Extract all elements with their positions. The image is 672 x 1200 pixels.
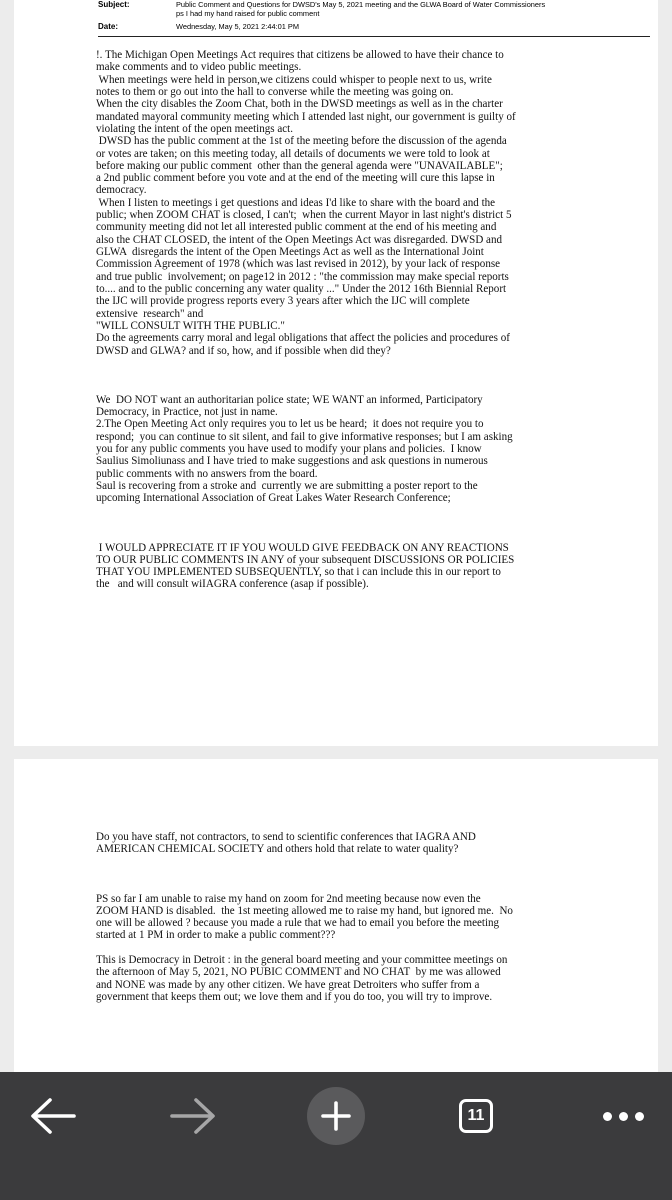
email-header	[98, 0, 650, 37]
body-text-line: When I listen to meetings i get questions and ideas I'd like to share with the board and the	[96, 196, 496, 209]
body-text-line: GLWA disregards the intent of the Open Meetings Act as well as the International Joint	[96, 246, 484, 258]
body-text-line	[96, 880, 648, 892]
body-text-line	[96, 868, 648, 880]
body-text-line: 2.The Open Meeting Act only requires you to let us be heard; it does not require you to	[96, 418, 484, 431]
document-page-1	[14, 0, 658, 746]
more-dots-icon	[603, 1112, 644, 1121]
document-page-2	[14, 759, 658, 1079]
body-text-line	[96, 942, 648, 954]
body-text-line: DWSD and GLWA? and if so, how, and if possible when did they?	[96, 344, 391, 357]
email-body-page-2	[96, 794, 648, 1003]
body-text-line: TO OUR PUBLIC COMMENTS IN ANY of your subsequent DISCUSSIONS OR POLICIES	[96, 553, 515, 566]
tab-count-badge: 11	[459, 1099, 493, 1133]
body-text-line: a 2nd public comment before you vote and at the end of the meeting will cure this lapse in	[96, 172, 495, 185]
body-text-line: DWSD has the public comment at the 1st of the meeting before the discussion of the agenda	[96, 135, 507, 148]
body-text-line: AMERICAN CHEMICAL SOCIETY and others hold that relate to water quality?	[96, 843, 459, 856]
body-text-line: Do the agreements carry moral and legal obligations that affect the policies and procedures of	[96, 332, 510, 345]
email-body-page-1	[96, 49, 648, 591]
body-text-line: I WOULD APPRECIATE IT IF YOU WOULD GIVE FEEDBACK ON ANY REACTIONS	[96, 541, 509, 554]
body-text-line: When the city disables the Zoom Chat, both in the DWSD meetings as well as in the charter	[96, 98, 503, 111]
body-text-line: government that keeps them out; we love them and if you do too, you will try to improve.	[96, 991, 493, 1003]
subject-value: Public Comment and Questions for DWSD's May 5, 2021 meeting and the GLWA Board of Water Commissioners ps I had my hand raised for public comment	[176, 0, 546, 19]
more-menu-button[interactable]	[588, 1084, 658, 1148]
body-text-line	[96, 856, 648, 868]
body-text-line: Saul is recovering from a stroke and currently we are submitting a poster report to the	[96, 479, 478, 492]
body-text-line: extensive research" and	[96, 307, 204, 320]
body-text-line	[96, 369, 648, 381]
body-text-line: !. The Michigan Open Meetings Act requires that citizens be allowed to have their chance to	[96, 49, 504, 61]
body-text-line	[96, 794, 648, 806]
body-text-line: you for any public comments you have used to modify your plans and policies. I know	[96, 443, 482, 455]
body-text-line	[96, 529, 648, 541]
date-value: Wednesday, May 5, 2021 2:44:01 PM	[176, 22, 299, 31]
body-text-line: Democracy, in Practice, not just in name.	[96, 406, 278, 419]
body-text-line	[96, 819, 648, 831]
body-text-line: When meetings were held in person,we citizens could whisper to people next to us, write	[96, 73, 492, 86]
body-text-line: also the CHAT CLOSED, the intent of the Open Meetings Act was disregarded. DWSD and	[96, 233, 503, 246]
body-text-line: Saulius Simoliunass and I have tried to make suggestions and ask questions in numerous	[96, 455, 488, 468]
body-text-line: mandated mayoral community meeting which I attended last night, our government is guilty of	[96, 110, 516, 123]
body-text-line: the afternoon of May 5, 2021, NO PUBIC COMMENT and NO CHAT by me was allowed	[96, 966, 501, 979]
subject-label: Subject:	[98, 0, 130, 9]
forward-button[interactable]	[160, 1084, 226, 1148]
body-text-line: community meeting did not let all interested public comment at the end of his meeting and	[96, 221, 497, 234]
body-text-line: ZOOM HAND is disabled. the 1st meeting allowed me to raise my hand, but ignored me. No	[96, 904, 513, 917]
body-text-line	[96, 505, 648, 517]
body-text-line: make comments and to video public meetings.	[96, 61, 302, 74]
back-button[interactable]	[20, 1084, 86, 1148]
browser-toolbar	[0, 1072, 672, 1200]
body-text-line: Commission Agreement of 1978 (which was last revised in 2012), by your lack of response	[96, 258, 501, 271]
body-text-line: We DO NOT want an authoritarian police state; WE WANT an informed, Participatory	[96, 393, 483, 406]
body-text-line	[96, 517, 648, 529]
new-tab-circle	[307, 1087, 365, 1145]
tab-switcher-button[interactable]	[452, 1084, 500, 1148]
body-text-line: and true public involvement; on page12 in 2012 : "the commission may make special reports	[96, 270, 509, 283]
body-text-line: to.... and to the public concerning any water quality ..." Under the 2012 16th Biennial Report	[96, 282, 507, 295]
body-text-line: one will be allowed ? because you made a rule that we had to email you before the meeting	[96, 917, 500, 930]
body-text-line: notes to them or go out into the hall to converse while the meeting was going on.	[96, 85, 454, 98]
plus-icon	[320, 1100, 352, 1132]
body-text-line: started at 1 PM in order to make a public comment???	[96, 929, 336, 942]
arrow-right-icon	[170, 1098, 216, 1134]
body-text-line: the IJC will provide progress reports every 3 years after which the IJC will complete	[96, 295, 470, 308]
body-text-line: before making our public comment other than the general agenda were "UNAVAILABLE";	[96, 159, 503, 172]
body-text-line: public; when ZOOM CHAT is closed, I can't; when the current Mayor in last night's district 5	[96, 209, 512, 222]
body-text-line: This is Democracy in Detroit : in the general board meeting and your committee meetings on	[96, 954, 508, 967]
body-text-line: or votes are taken; on this meeting today, all details of documents we were told to look at	[96, 147, 490, 160]
body-text-line: the and will consult wiIAGRA conference (asap if possible).	[96, 578, 369, 591]
body-text-line: public comments with no answers from the board.	[96, 467, 318, 480]
arrow-left-icon	[30, 1098, 76, 1134]
body-text-line: democracy.	[96, 184, 147, 197]
body-text-line: and NONE was made by any other citizen. We have great Detroiters who suffer from a	[96, 978, 480, 991]
body-text-line: Do you have staff, not contractors, to send to scientific conferences that IAGRA AND	[96, 830, 476, 843]
body-text-line: respond; you can continue to sit silent, and fail to give informative responses; but I am asking	[96, 430, 513, 443]
body-text-line: violating the intent of the open meetings act.	[96, 122, 293, 135]
body-text-line	[96, 381, 648, 393]
body-text-line	[96, 357, 648, 369]
new-tab-button[interactable]	[306, 1084, 366, 1148]
body-text-line: "WILL CONSULT WITH THE PUBLIC."	[96, 319, 285, 332]
body-text-line: THAT YOU IMPLEMENTED SUBSEQUENTLY, so that i can include this in our report to	[96, 566, 501, 579]
body-text-line: upcoming International Association of Great Lakes Water Research Conference;	[96, 492, 451, 505]
body-text-line	[96, 806, 648, 818]
body-text-line: PS so far I am unable to raise my hand on zoom for 2nd meeting because now even the	[96, 892, 481, 905]
date-label: Date:	[98, 22, 119, 31]
